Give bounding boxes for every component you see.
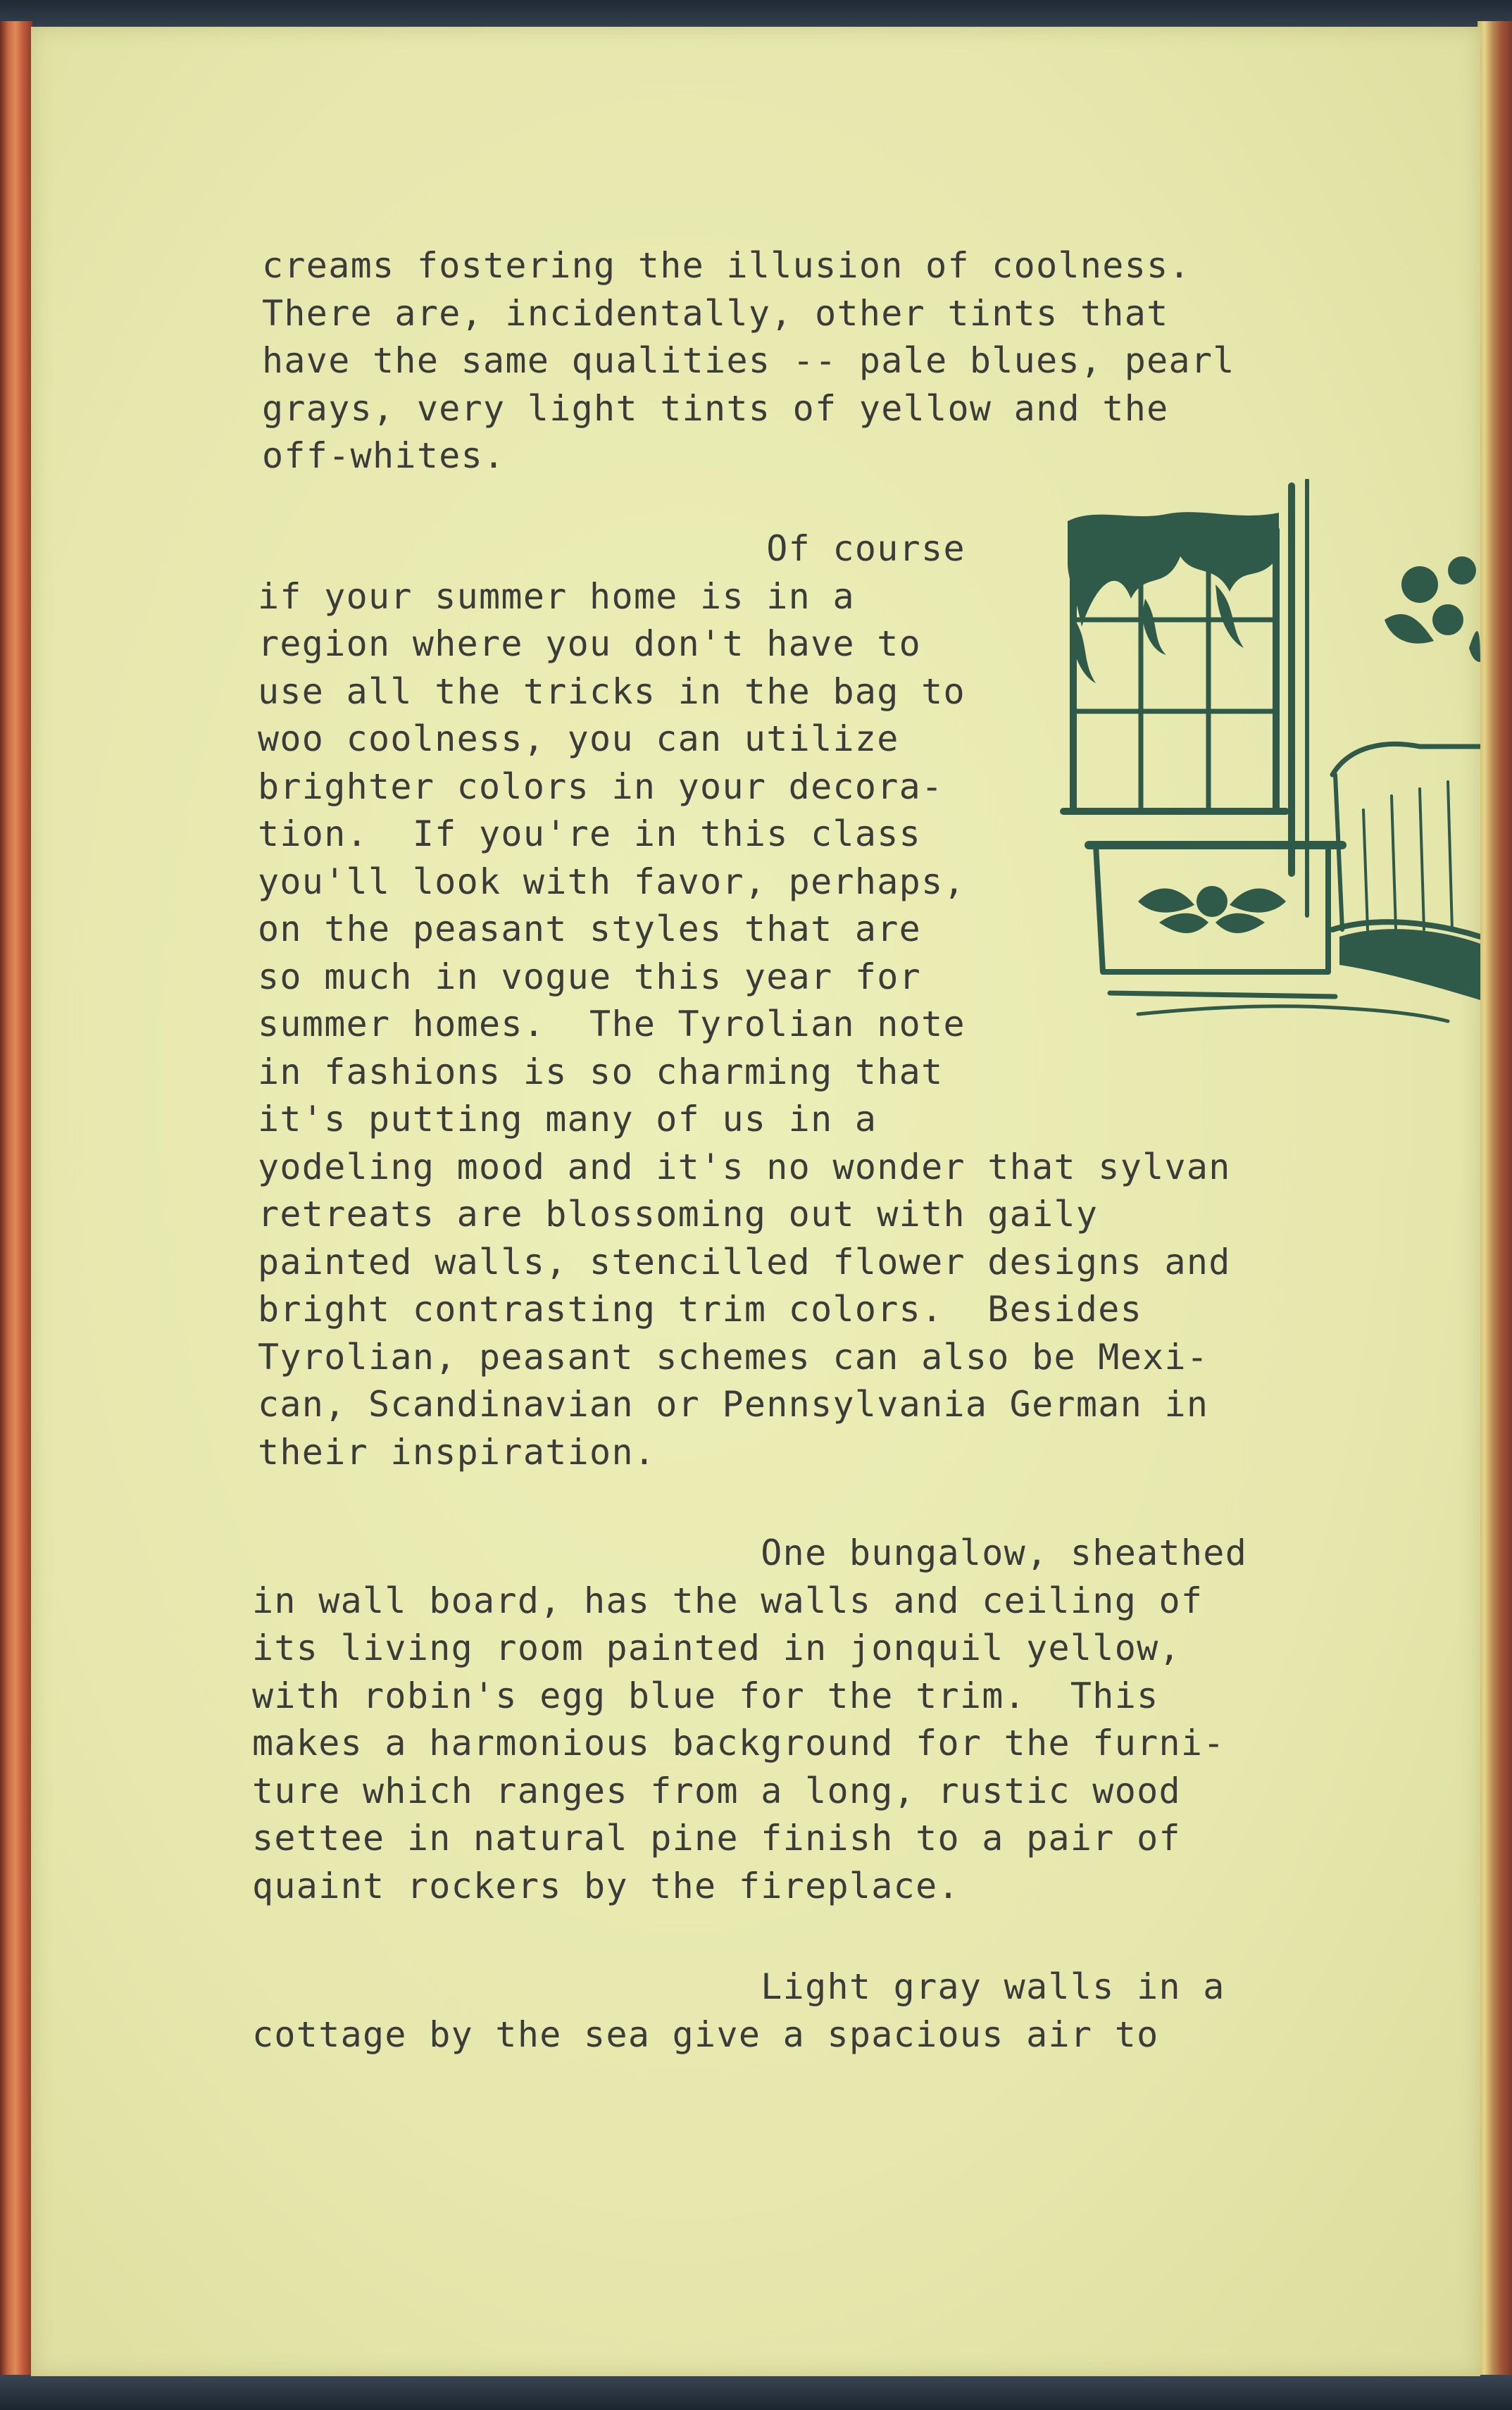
- text-line: grays, very light tints of yellow and the: [262, 387, 1169, 429]
- text-line: in wall board, has the walls and ceiling of: [252, 1580, 1204, 1621]
- text-line: ture which ranges from a long, rustic wood: [252, 1770, 1181, 1811]
- text-line: Tyrolian, peasant schemes can also be Mexi-: [258, 1336, 1209, 1378]
- text-line: on the peasant styles that are: [258, 909, 922, 949]
- text-line: yodeling mood and it's no wonder that sylvan: [258, 1146, 1231, 1187]
- bed: [1332, 744, 1480, 775]
- text-line: brighter colors in your decora-: [258, 766, 944, 807]
- vine-leaves: [1068, 512, 1279, 627]
- book-cover-bottom-edge: [0, 2375, 1512, 2410]
- text-line: can, Scandinavian or Pennsylvania German in: [258, 1384, 1209, 1425]
- text-line: use all the tricks in the bag to: [258, 670, 966, 712]
- text-line: creams fostering the illusion of coolness.: [262, 245, 1191, 286]
- text-line: bright contrasting trim colors. Besides: [258, 1289, 1143, 1330]
- page-block-right-edge: [1477, 21, 1512, 2382]
- paragraph-1: [262, 242, 1235, 480]
- text-line: Light gray walls in a: [252, 1966, 1225, 2007]
- chest-flower: [1197, 886, 1227, 917]
- text-line: retreats are blossoming out with gaily: [258, 1194, 1099, 1235]
- text-line: There are, incidentally, other tints that: [262, 292, 1169, 334]
- paragraph-3: [252, 1530, 1247, 1910]
- page-block-left-edge: [0, 21, 32, 2382]
- text-line: woo coolness, you can utilize: [258, 718, 899, 759]
- text-line: cottage by the sea give a spacious air to: [252, 2013, 1159, 2055]
- text-line: if your summer home is in a: [258, 575, 855, 617]
- text-line: painted walls, stencilled flower designs and: [258, 1241, 1231, 1282]
- text-line: region where you don't have to: [258, 623, 922, 664]
- window-and-chest-illustration: [1054, 479, 1480, 1070]
- text-line: it's putting many of us in a: [258, 1099, 877, 1140]
- paragraph-4: [252, 1963, 1225, 2059]
- text-line: Of course: [258, 528, 966, 569]
- text-line: off-whites.: [262, 435, 506, 476]
- text-line: have the same qualities -- pale blues, pearl: [262, 340, 1235, 381]
- text-line: quaint rockers by the fireplace.: [252, 1865, 960, 1906]
- text-line: makes a harmonious background for the furni-: [252, 1723, 1225, 1763]
- text-line: in fashions is so charming that: [258, 1051, 944, 1092]
- wall-flowers: [1401, 566, 1438, 603]
- text-line: you'll look with favor, perhaps,: [258, 861, 966, 902]
- text-line: summer homes. The Tyrolian note: [258, 1004, 966, 1044]
- text-line: so much in vogue this year for: [258, 956, 922, 997]
- text-line: One bungalow, sheathed: [252, 1532, 1248, 1573]
- text-line: their inspiration.: [258, 1431, 656, 1473]
- text-line: tion. If you're in this class: [258, 813, 922, 854]
- text-line: with robin's egg blue for the trim. This: [252, 1675, 1159, 1716]
- text-line: its living room painted in jonquil yellow,: [252, 1628, 1181, 1668]
- text-line: settee in natural pine finish to a pair of: [252, 1818, 1181, 1859]
